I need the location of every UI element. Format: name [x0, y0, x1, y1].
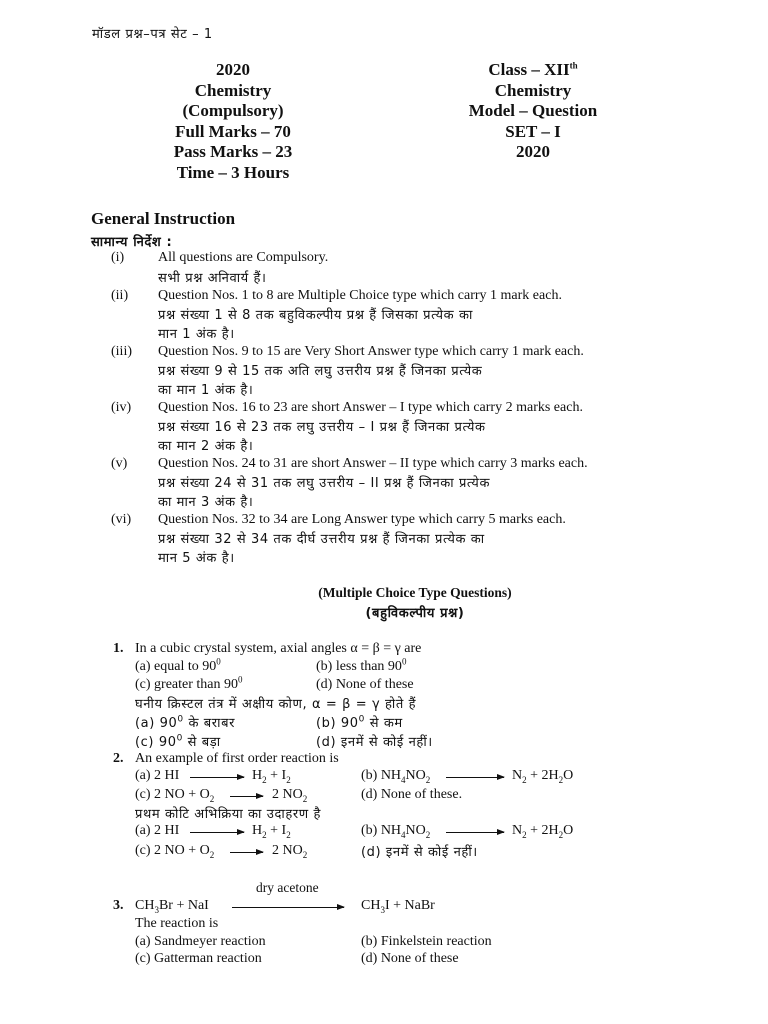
instruction-en: Question Nos. 9 to 15 are Very Short Answer type which carry 1 mark each.: [158, 344, 584, 359]
question-text: In a cubic crystal system, axial angles α = β = γ are: [135, 641, 422, 656]
question-text-hi: घनीय क्रिस्टल तंत्र में अक्षीय कोण, α = β = γ होते हैं: [135, 697, 417, 712]
option-d-hi: (d) इनमें से कोई नहीं।: [316, 735, 433, 750]
instruction-num: (v): [111, 456, 128, 471]
instruction-hi: प्रश्न संख्या 16 से 23 तक लघु उत्तरीय – I प्रश्न हैं जिनका प्रत्येक: [158, 420, 486, 435]
header-model-question: Model – Question: [468, 101, 598, 120]
instruction-en: Question Nos. 16 to 23 are short Answer – I type which carry 2 marks each.: [158, 400, 583, 415]
option-b-product-hi: $N_2 + 2H_2O$: [512, 823, 574, 840]
header-subject: Chemistry: [194, 80, 272, 100]
option-b: (b) Finkelstein reaction: [361, 934, 492, 949]
reaction-arrow: [230, 852, 263, 853]
instruction-en: Question Nos. 24 to 31 are short Answer – II type which carry 3 marks each.: [158, 456, 588, 471]
reaction-arrow: [190, 832, 244, 833]
header-set: SET – I: [505, 121, 561, 141]
instruction-hi: का मान 3 अंक है।: [158, 495, 254, 510]
option-a-hi: (a) $90^0$ के बराबर: [135, 714, 236, 731]
option-c: (c) 2 NO + $O_2$: [135, 787, 215, 804]
reaction-condition: dry acetone: [256, 880, 319, 895]
question-number: 1.: [113, 641, 124, 656]
question-number: 3.: [113, 898, 124, 913]
instruction-hi: प्रश्न संख्या 24 से 31 तक लघु उत्तरीय – II प्रश्न हैं जिनका प्रत्येक: [158, 476, 491, 491]
instruction-num: (iv): [111, 400, 132, 415]
option-b: (b) less than $90^0$: [316, 656, 407, 674]
option-b: (b) $NH_4NO_2$: [361, 768, 431, 785]
instruction-hi: मान 1 अंक है।: [158, 327, 235, 342]
header-pass-marks: Pass Marks – 23: [173, 142, 293, 161]
general-instruction-title: General Instruction: [91, 209, 236, 228]
option-b-product: $N_2 + 2H_2O$: [512, 768, 574, 785]
option-a: (a) equal to $90^0$: [135, 656, 221, 674]
option-b-hi: (b) $90^0$ से कम: [316, 714, 403, 731]
general-instruction-title-hi: सामान्य निर्देश :: [91, 235, 173, 250]
option-c-product-hi: 2 $NO_2$: [272, 843, 308, 860]
instruction-en: All questions are Compulsory.: [158, 250, 329, 265]
header-class: Class – XIIth: [488, 60, 578, 79]
option-b-hi: (b) $NH_4NO_2$: [361, 823, 431, 840]
instruction-hi: मान 5 अंक है।: [158, 551, 235, 566]
header-compulsory: (Compulsory): [182, 101, 284, 120]
option-d: (d) None of these: [361, 951, 459, 966]
header-year: 2020: [216, 60, 250, 79]
products: $CH_3I$ + NaBr: [361, 898, 435, 915]
header-left: [158, 60, 308, 183]
instruction-num: (iii): [111, 344, 132, 359]
header-right-subject: Chemistry: [494, 80, 572, 100]
instruction-num: (vi): [111, 512, 132, 527]
header-time: Time – 3 Hours: [176, 162, 290, 182]
option-d-hi: (d) इनमें से कोई नहीं।: [361, 845, 478, 860]
option-a-product-hi: $H_2 + I_2$: [252, 823, 291, 840]
reaction-arrow: [230, 796, 263, 797]
reactants: $CH_3Br$ + NaI: [135, 898, 209, 915]
question-text-hi: प्रथम कोटि अभिक्रिया का उदाहरण है: [135, 807, 321, 822]
option-d: (d) None of these.: [361, 787, 463, 802]
instruction-num: (i): [111, 250, 125, 265]
header-right-year: 2020: [516, 142, 550, 161]
instruction-en: Question Nos. 1 to 8 are Multiple Choice type which carry 1 mark each.: [158, 288, 562, 303]
instruction-hi: का मान 1 अंक है।: [158, 383, 254, 398]
option-c-hi: (c) $90^0$ से बड़ा: [135, 733, 221, 750]
option-a: (a) 2 HI: [135, 768, 180, 783]
reaction-arrow: [190, 777, 244, 778]
instruction-hi: प्रश्न संख्या 9 से 15 तक अति लघु उत्तरीय प्रश्न हैं जिनका प्रत्येक: [158, 364, 483, 379]
reaction-arrow: [446, 832, 504, 833]
instruction-hi: सभी प्रश्न अनिवार्य हैं।: [158, 271, 267, 286]
set-label: मॉडल प्रश्न–पत्र सेट – 1: [92, 27, 213, 42]
option-a: (a) Sandmeyer reaction: [135, 934, 266, 949]
question-number: 2.: [113, 751, 124, 766]
instruction-hi: का मान 2 अंक है।: [158, 439, 254, 454]
instruction-en: Question Nos. 32 to 34 are Long Answer type which carry 5 marks each.: [158, 512, 566, 527]
option-c-hi: (c) 2 NO + $O_2$: [135, 843, 215, 860]
reaction-arrow: [446, 777, 504, 778]
instruction-hi: प्रश्न संख्या 1 से 8 तक बहुविकल्पीय प्रश्न हैं जिसका प्रत्येक का: [158, 308, 473, 323]
question-text: The reaction is: [135, 916, 219, 931]
option-c-product: 2 $NO_2$: [272, 787, 308, 804]
option-c: (c) Gatterman reaction: [135, 951, 262, 966]
instruction-hi: प्रश्न संख्या 32 से 34 तक दीर्घ उत्तरीय प्रश्न हैं जिनका प्रत्येक का: [158, 532, 485, 547]
option-c: (c) greater than $90^0$: [135, 674, 243, 692]
section-title: (Multiple Choice Type Questions): [318, 585, 512, 600]
reaction-arrow: [232, 907, 344, 908]
section-title-hi: (बहुविकल्पीय प्रश्न): [365, 606, 465, 621]
header-full-marks: Full Marks – 70: [175, 121, 291, 141]
instruction-num: (ii): [111, 288, 129, 303]
option-d: (d) None of these: [316, 677, 414, 692]
option-a-product: $H_2 + I_2$: [252, 768, 291, 785]
option-a-hi: (a) 2 HI: [135, 823, 180, 838]
question-text: An example of first order reaction is: [135, 751, 339, 766]
header-right: [458, 60, 608, 163]
